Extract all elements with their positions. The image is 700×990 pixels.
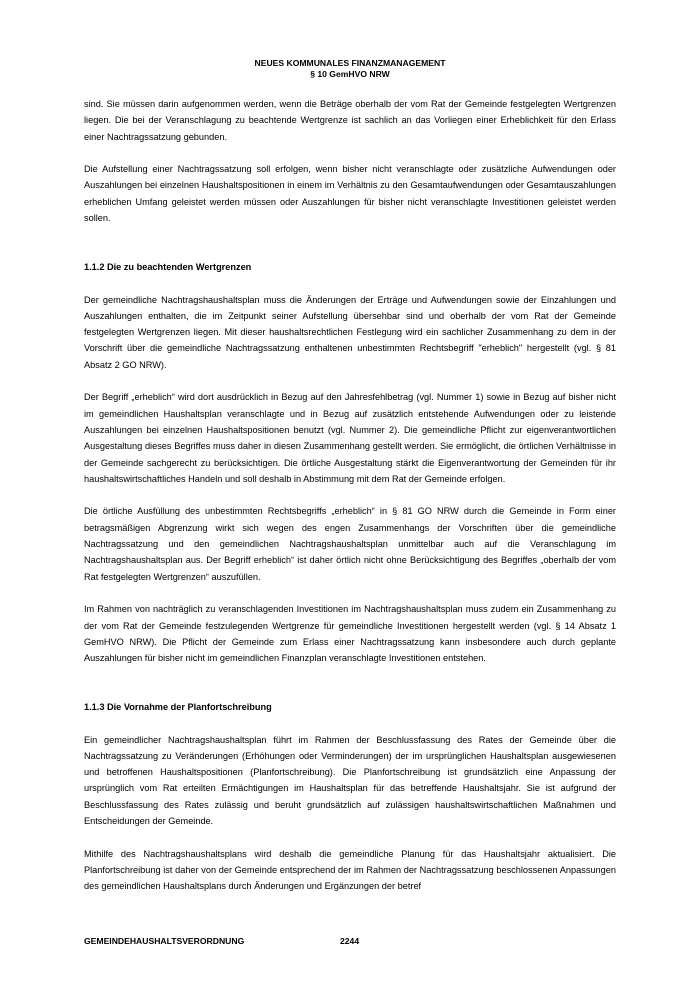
paragraph-7: Ein gemeindlicher Nachtragshaushaltsplan führt im Rahmen der Beschlussfassung des Rates der Gemeinde über die Nachtragssatzung zu Veränderungen (Erhöhungen oder Verminderungen) der im ursprünglichen Haushaltsplan ausgewiesenen und betroffenen Haushaltspositionen (Planfortschreibung). Die Planfortschreibung ist grundsätzlich eine Anpassung der ursprünglich vom Rat erteilten Ermächtigungen im Haushaltsplan für das betreffende Haushaltsjahr. Sie ist aufgrund der Beschlussfassung des Rates zulässig und beruht grundsätzlich auf zulässigen haushaltswirtschaftlichen Maßnahmen und Entscheidungen der Gemeinde. (84, 734, 616, 827)
header-section: § 10 GemHVO NRW (310, 68, 390, 79)
page-header (0, 58, 700, 79)
section-spacer (84, 243, 616, 259)
header-title: NEUES KOMMUNALES FINANZMANAGEMENT (254, 58, 446, 68)
section-heading-1-1-2: 1.1.2 Die zu beachtenden Wertgrenzen (84, 261, 252, 272)
paragraph-6: Im Rahmen von nachträglich zu veranschlagenden Investitionen im Nachtragshaushaltsplan muss zudem ein Zusammenhang zu der vom Rat der Gemeinde festzulegenden Wertgrenze für gemeindliche Investitionen hergestellt werden (vgl. § 14 Absatz 1 GemHVO NRW). Die Pflicht der Gemeinde zum Erlass einer Nachtragssatzung kann insbesondere auch durch geplante Auszahlungen für bisher nicht im gemeindlichen Finanzplan veranschlagte Investitionen entstehen. (84, 604, 616, 664)
section-heading-1-1-3: 1.1.3 Die Vornahme der Planfortschreibung (84, 701, 272, 712)
paragraph-3: Der gemeindliche Nachtragshaushaltsplan muss die Änderungen der Erträge und Aufwendungen sowie der Einzahlungen und Auszahlungen enthalten, die im Zeitpunkt seiner Aufstellung übersehbar sind und oberhalb der vom Rat der Gemeinde festgelegten Wertgrenzen liegen. Mit dieser haushaltsrechtlichen Festlegung wird ein sachlicher Zusammenhang zu dem in der Vorschrift über die gemeindliche Nachtragssatzung enthaltenen unbestimmten Rechtsbegriff "erheblich" hergestellt (vgl. § 81 Absatz 2 GO NRW). (84, 294, 616, 370)
page-body (84, 96, 616, 911)
paragraph-1: sind. Sie müssen darin aufgenommen werden, wenn die Beträge oberhalb der vom Rat der Gemeinde festgelegten Wertgrenzen liegen. Die bei der Veranschlagung zu beachtende Wertgrenze ist sachlich an das Vorliegen einer Erheblichkeit für den Erlass einer Nachtragssatzung gebunden. (84, 99, 616, 142)
paragraph-8: Mithilfe des Nachtragshaushaltsplans wird deshalb die gemeindliche Planung für das Haushaltsjahr aktualisiert. Die Planfortschreibung ist daher von der Gemeinde entsprechend der im Rahmen der Nachtragssatzung beschlossenen Anpassungen des gemeindlichen Haushaltsplans durch Änderungen und Ergänzungen der betref (84, 848, 616, 892)
paragraph-4: Der Begriff „erheblich“ wird dort ausdrücklich in Bezug auf den Jahresfehlbetrag (vgl. Nummer 1) sowie in Bezug auf bisher nicht im gemeindlichen Haushaltsplan veranschlagte und in Bezug auf zusätzlich entstehende Aufwendungen oder zu leistende Auszahlungen bei einzelnen Haushaltspositionen benutzt (vgl. Nummer 2). Die gemeindliche Pflicht zur eigenverantwortlichen Ausgestaltung dieses Begriffes muss daher in diesen Zusammenhang gestellt werden. Sie ermöglicht, die örtlichen Verhältnisse in der Gemeinde sachgerecht zu berücksichtigen. Die örtliche Ausgestaltung stärkt die Eigenverantwortung der Gemeinden für ihr haushaltswirtschaftliches Handeln und soll deshalb in Abstimmung mit dem Rat der Gemeinde erfolgen. (84, 392, 616, 484)
footer-title: GEMEINDEHAUSHALTSVERORDNUNG (84, 936, 245, 946)
paragraph-5: Die örtliche Ausfüllung des unbestimmten Rechtsbegriffs „erheblich“ in § 81 GO NRW durch die Gemeinde in Form einer betragsmäßigen Abgrenzung wirkt sich wegen des engen Zusammenhangs der Vorschriften über die gemeindliche Nachtragssatzung und den gemeindlichen Nachtragshaushaltsplan unmittelbar auch auf die Veranschlagung im Nachtragshaushaltsplan aus. Der Begriff erheblich“ ist daher örtlich nicht ohne Berücksichtigung des Begriffes „oberhalb der vom Rat festgelegten Wertgrenzen“ auszufüllen. (84, 506, 616, 582)
page-number: 2244 (340, 936, 360, 946)
section-spacer (84, 683, 616, 699)
paragraph-2: Die Aufstellung einer Nachtragssatzung soll erfolgen, wenn bisher nicht veranschlagte oder zusätzliche Aufwendungen oder Auszahlungen bei einzelnen Haushaltspositionen in einem im Verhältnis zu den Gesamtaufwendungen oder Gesamtauszahlungen erheblichen Umfang geleistet werden müssen oder Auszahlungen für bisher nicht veranschlagte Investitionen geleistet werden sollen. (84, 164, 616, 224)
